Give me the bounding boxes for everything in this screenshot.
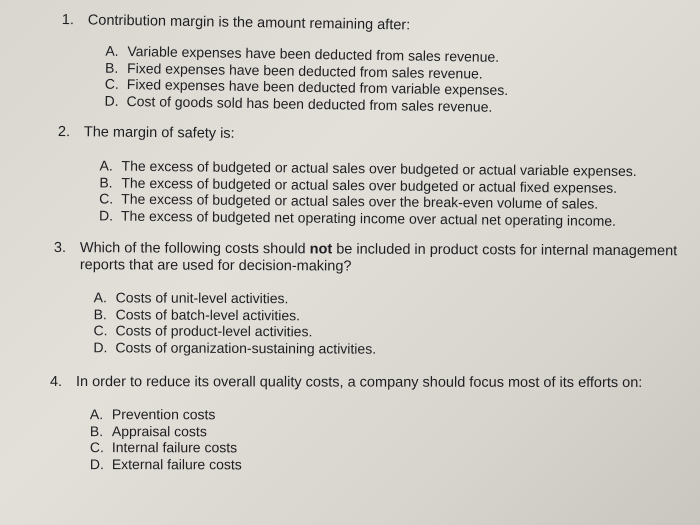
question-4 bbox=[50, 374, 690, 473]
option-letter: D. bbox=[104, 92, 119, 109]
question-number: 1. bbox=[61, 12, 75, 29]
option-letter: D. bbox=[89, 455, 104, 472]
option-text: Internal failure costs bbox=[111, 439, 238, 456]
option-list bbox=[104, 43, 700, 118]
question-number: 2. bbox=[57, 124, 71, 141]
option-letter: C. bbox=[99, 190, 114, 207]
option-text: The excess of budgeted or actual sales over budgeted or actual variable expenses. bbox=[121, 157, 637, 180]
option-text: The excess of budgeted or actual sales over budgeted or actual fixed expenses. bbox=[121, 174, 618, 196]
question-stem: In order to reduce its overall quality costs, a company should focus most of its efforts on: bbox=[75, 374, 643, 392]
option-text: Costs of unit-level activities. bbox=[115, 289, 289, 307]
option-text: Variable expenses have been deducted from sales revenue. bbox=[127, 43, 500, 65]
option-b bbox=[90, 423, 690, 441]
option-text: Fixed expenses have been deducted from sales revenue. bbox=[127, 59, 483, 82]
option-letter: D. bbox=[98, 206, 114, 224]
option-letter: D. bbox=[93, 338, 108, 355]
option-text: External failure costs bbox=[111, 455, 242, 472]
option-letter: B. bbox=[99, 173, 113, 191]
option-text: Cost of goods sold has been deducted from sales revenue. bbox=[126, 92, 493, 115]
question-number: 4. bbox=[49, 374, 63, 391]
question-number: 3. bbox=[53, 240, 67, 257]
option-text: Costs of product-level activities. bbox=[115, 322, 313, 340]
option-text: Costs of batch-level activities. bbox=[115, 305, 301, 323]
option-text: Appraisal costs bbox=[111, 422, 207, 439]
option-letter: A. bbox=[105, 42, 119, 59]
option-letter: A. bbox=[93, 289, 107, 306]
question-2 bbox=[57, 124, 698, 230]
option-text: Prevention costs bbox=[111, 406, 216, 423]
option-text: The excess of budgeted net operating income over actual net operating income. bbox=[120, 207, 617, 229]
option-letter: B. bbox=[105, 59, 119, 76]
option-text: The excess of budgeted or actual sales over the break-even volume of sales. bbox=[121, 190, 599, 212]
option-text: Costs of organization-sustaining activities. bbox=[115, 338, 377, 357]
stem-part: be included in product costs for internal management reports that are used for decision-making? bbox=[79, 241, 678, 275]
stem-part: Which of the following costs should bbox=[79, 240, 310, 258]
question-stem bbox=[80, 240, 694, 277]
option-letter: A. bbox=[99, 157, 113, 174]
option-list bbox=[90, 406, 690, 473]
option-letter: C. bbox=[104, 75, 120, 92]
option-letter: B. bbox=[93, 305, 107, 322]
option-d bbox=[93, 339, 693, 359]
question-stem: Contribution margin is the amount remaining after: bbox=[87, 12, 411, 34]
option-letter: C. bbox=[93, 322, 108, 339]
option-letter: C. bbox=[89, 439, 104, 456]
option-letter: A. bbox=[89, 406, 104, 423]
option-d bbox=[90, 456, 690, 474]
option-a bbox=[90, 406, 690, 424]
question-1 bbox=[60, 12, 700, 118]
question-3 bbox=[53, 240, 694, 358]
option-letter: B. bbox=[89, 422, 104, 439]
option-c bbox=[90, 439, 690, 457]
option-text: Fixed expenses have been deducted from variable expenses. bbox=[126, 76, 509, 99]
option-list bbox=[99, 157, 698, 229]
stem-emphasis: not bbox=[309, 241, 333, 258]
question-stem: The margin of safety is: bbox=[83, 124, 235, 142]
option-list bbox=[93, 289, 693, 358]
